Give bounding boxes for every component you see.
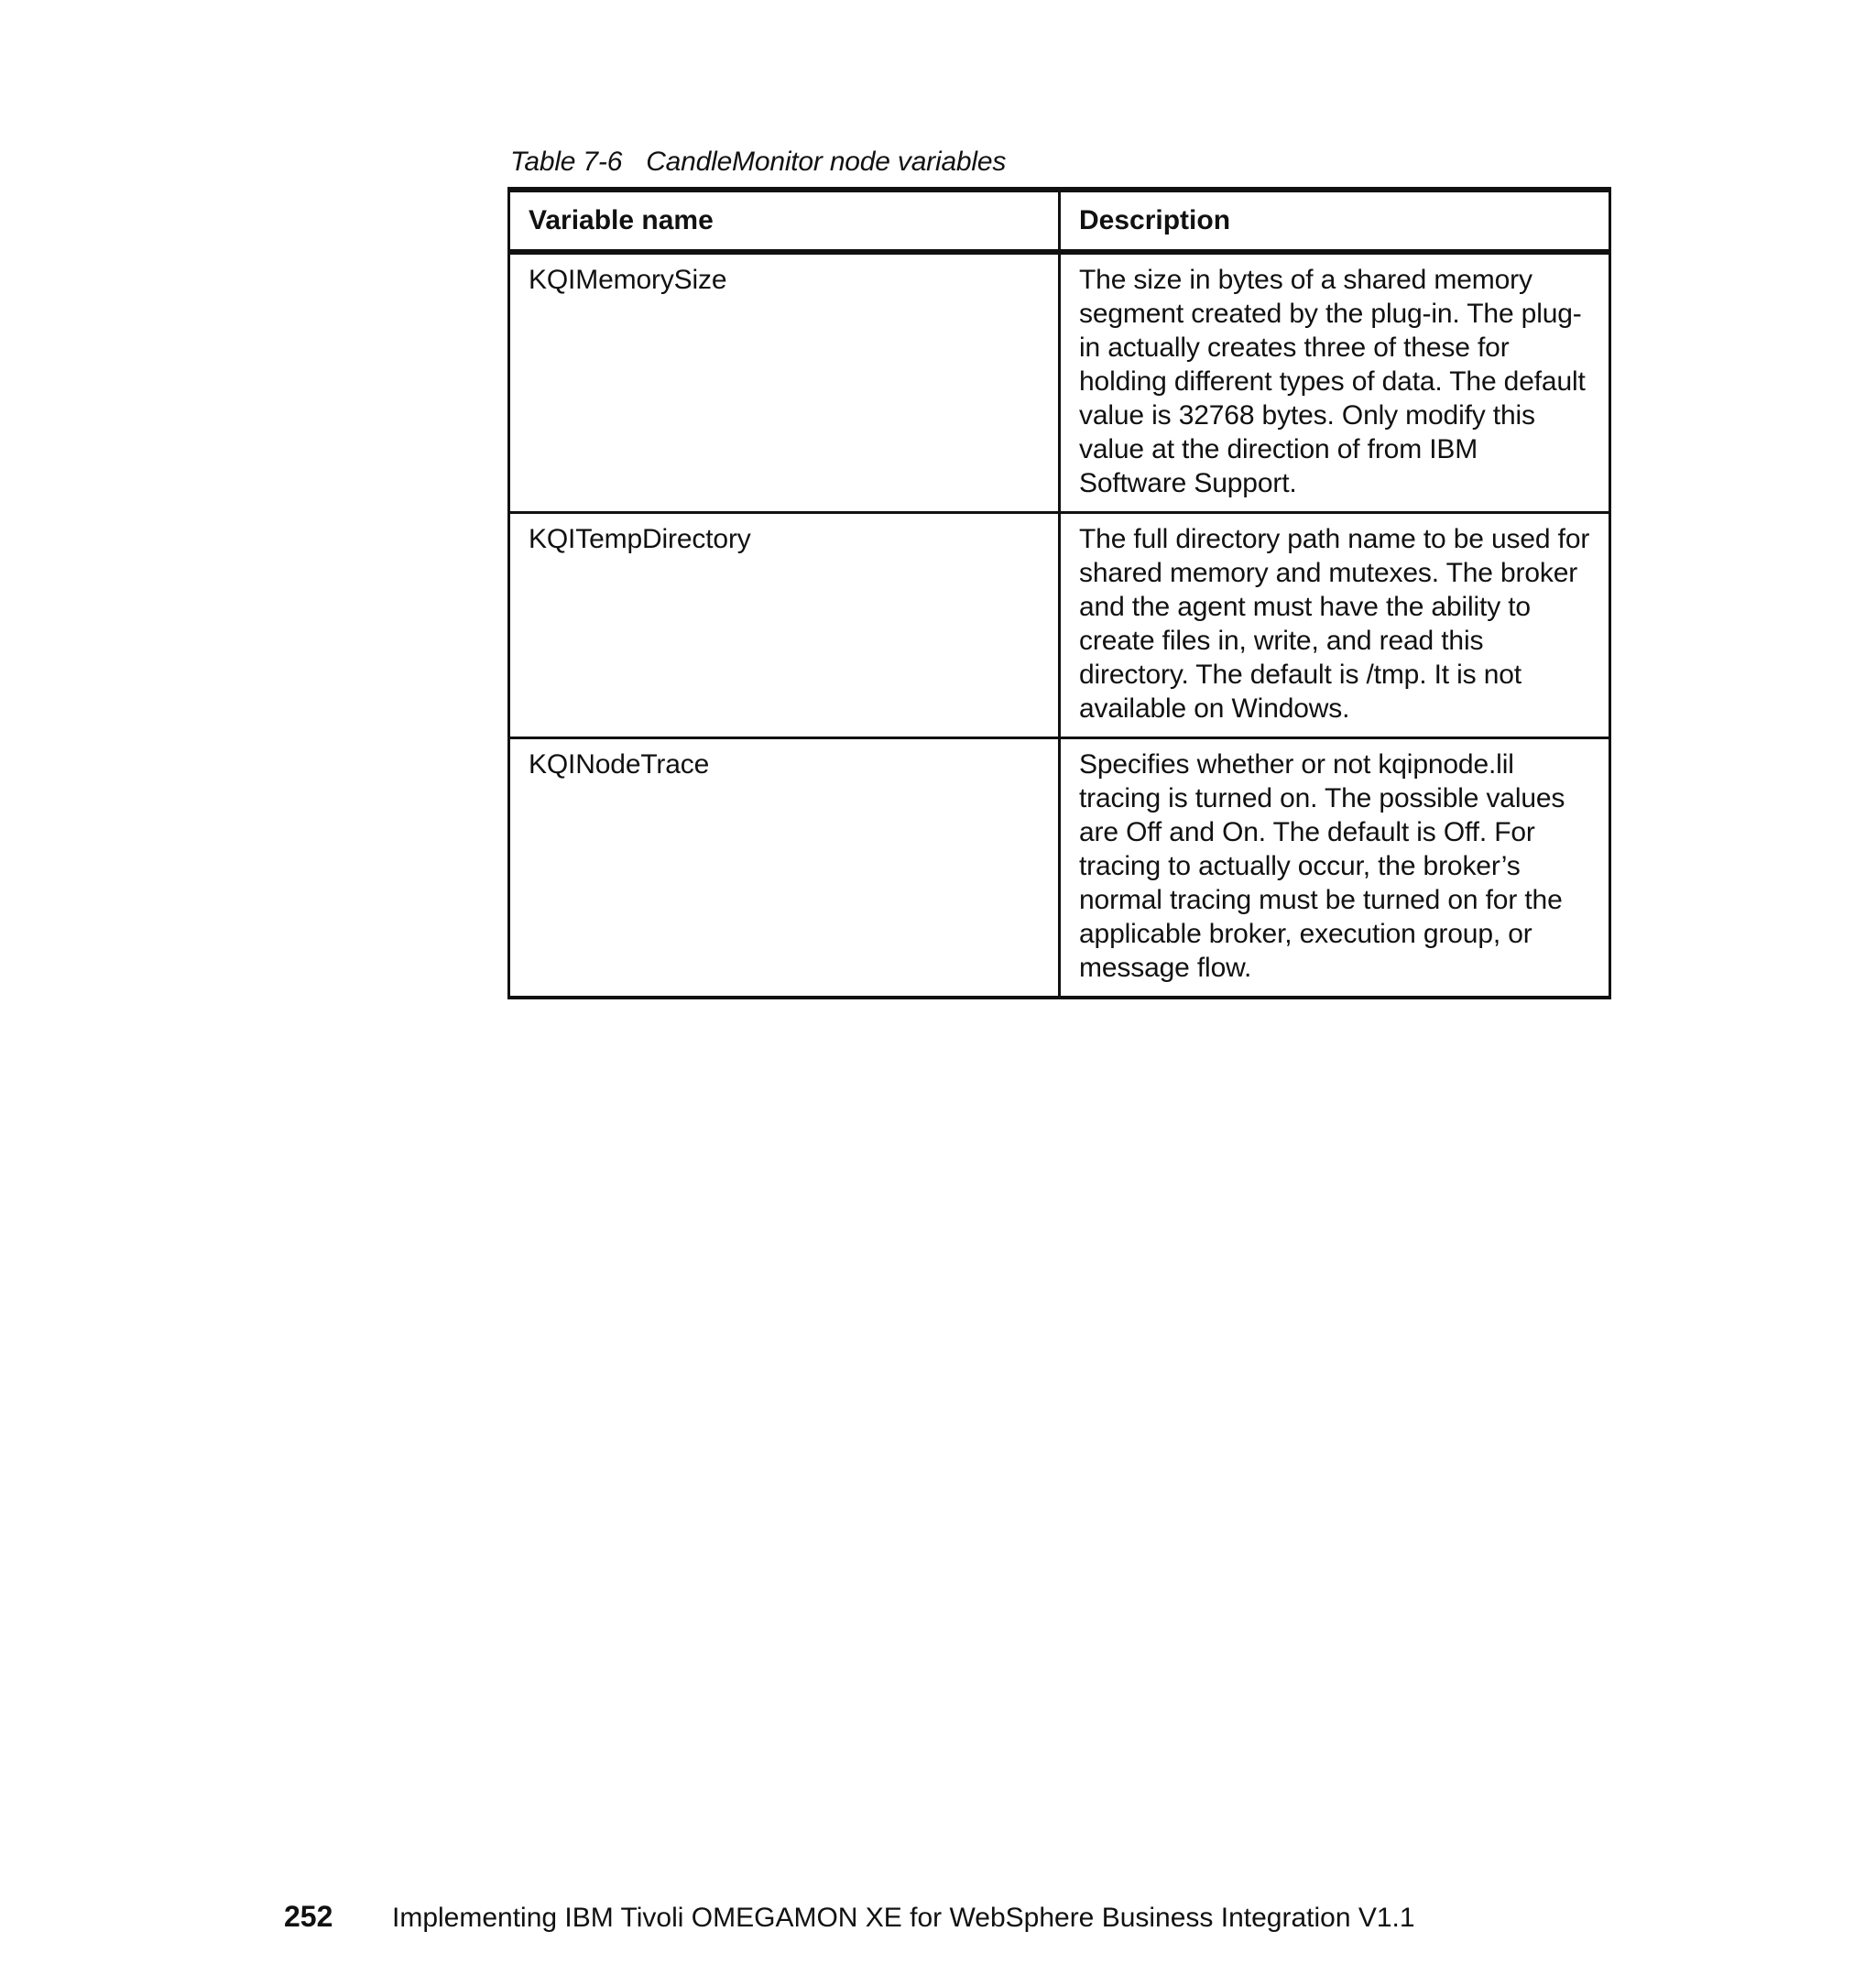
table-row: [509, 513, 1610, 738]
description-cell: The size in bytes of a shared memory segment created by the plug-in. The plug-in actually creates three of these for holding different types of data. The default value is 32768 bytes. Only modify this value at the direction of from IBM Software Support.: [1060, 252, 1610, 513]
description-cell: The full directory path name to be used for shared memory and mutexes. The broker and the agent must have the ability to create files in, write, and read this directory. The default is /tmp. It is not available on Windows.: [1060, 513, 1610, 738]
table-caption-label: Table 7-6: [510, 147, 623, 177]
table-caption: [510, 147, 1006, 178]
page-footer: [284, 1900, 1415, 1934]
variable-name-cell: KQINodeTrace: [509, 738, 1060, 998]
book-title: Implementing IBM Tivoli OMEGAMON XE for WebSphere Business Integration V1.1: [392, 1903, 1415, 1933]
table-row: [509, 738, 1610, 998]
table-header-row: [509, 190, 1610, 252]
table-row: [509, 252, 1610, 513]
column-header-description: Description: [1060, 190, 1610, 252]
page-number: 252: [284, 1900, 333, 1933]
variable-name-cell: KQIMemorySize: [509, 252, 1060, 513]
table-caption-title: CandleMonitor node variables: [646, 147, 1007, 177]
column-header-variable-name: Variable name: [509, 190, 1060, 252]
variables-table: [507, 187, 1611, 999]
description-cell: Specifies whether or not kqipnode.lil tracing is turned on. The possible values are Off and On. The default is Off. For tracing to actually occur, the broker’s normal tracing must be turned on for the applicable broker, execution group, or message flow.: [1060, 738, 1610, 998]
variable-name-cell: KQITempDirectory: [509, 513, 1060, 738]
